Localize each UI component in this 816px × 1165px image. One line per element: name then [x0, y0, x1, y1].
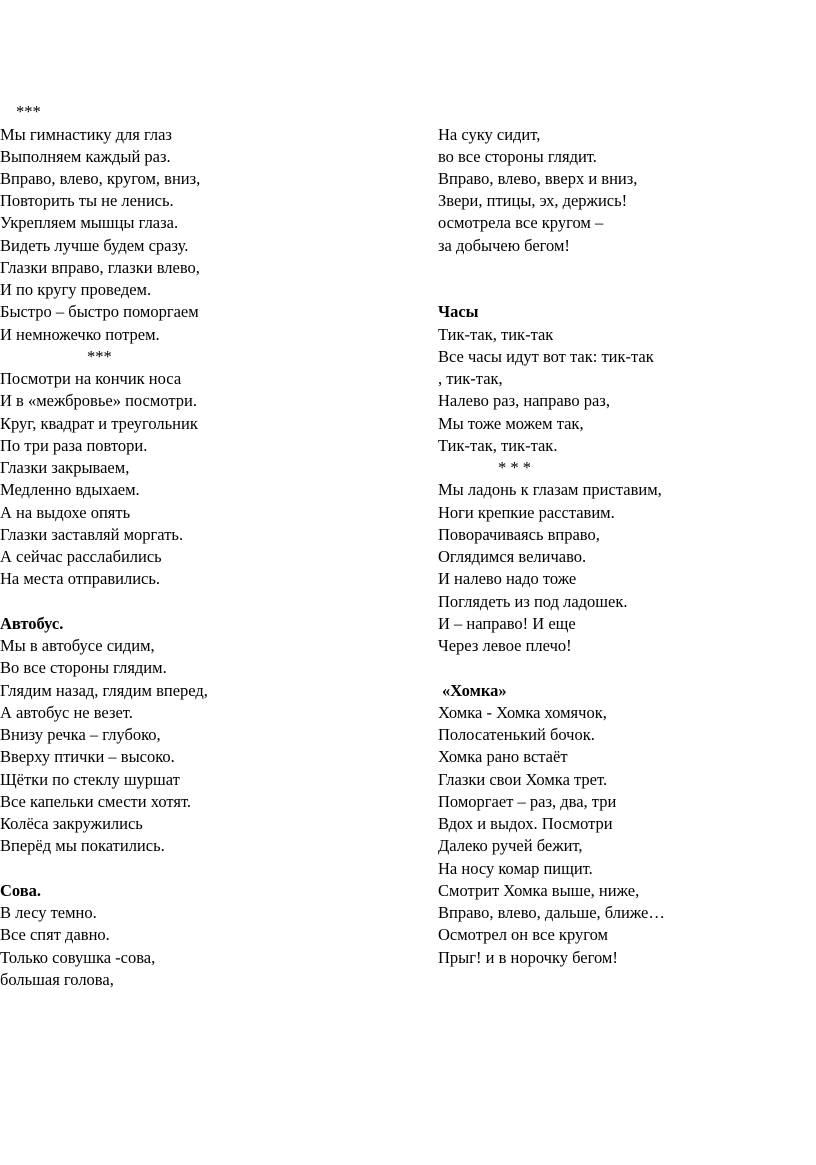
poem-line: Поворачиваясь вправо,	[438, 525, 600, 544]
poem-line: Вправо, влево, дальше, ближе…	[438, 903, 665, 922]
poem-line: Полосатенький бочок.	[438, 725, 595, 744]
poem-line: А сейчас расслабились	[0, 547, 162, 566]
poem-title: «Хомка»	[442, 681, 507, 700]
poem-line: На носу комар пищит.	[438, 859, 593, 878]
poem-line: Осмотрел он все кругом	[438, 925, 608, 944]
poem-line: И немножечко потрем.	[0, 325, 160, 344]
poem-line: Посмотри на кончик носа	[0, 369, 182, 388]
poem-line: И по кругу проведем.	[0, 280, 152, 299]
poem-line: Во все стороны глядим.	[0, 658, 167, 677]
poem-line: И – направо! И еще	[438, 614, 576, 633]
poem-line: Вперёд мы покатились.	[0, 836, 165, 855]
poem-line: за добычею бегом!	[438, 236, 570, 255]
poem-line: Прыг! и в норочку бегом!	[438, 948, 618, 967]
poem-line: Медленно вдыхаем.	[0, 480, 140, 499]
poem-line: Мы ладонь к глазам приставим,	[438, 480, 662, 499]
poem-line: Далеко ручей бежит,	[438, 836, 583, 855]
poem-line: Глазки вправо, глазки влево,	[0, 258, 200, 277]
poem-line: Все капельки смести хотят.	[0, 792, 192, 811]
poem-line: Звери, птицы, эх, держись!	[438, 191, 628, 210]
poem-line: Тик-так, тик-так	[438, 325, 554, 344]
poem-line: осмотрела все кругом –	[438, 213, 604, 232]
poem-line: В лесу темно.	[0, 903, 97, 922]
poem-line: Вправо, влево, кругом, вниз,	[0, 169, 201, 188]
poem-line: Глядим назад, глядим вперед,	[0, 681, 208, 700]
poem-line: А автобус не везет.	[0, 703, 133, 722]
poem-line: Тик-так, тик-так.	[438, 436, 558, 455]
poem-line: Круг, квадрат и треугольник	[0, 414, 198, 433]
poem-line: Только совушка -сова,	[0, 948, 156, 967]
poem-line: Укрепляем мышцы глаза.	[0, 213, 179, 232]
poem-line: Быстро – быстро поморгаем	[0, 302, 199, 321]
poem-line: Вверху птички – высоко.	[0, 747, 175, 766]
poem-line: Поглядеть из под ладошек.	[438, 592, 628, 611]
poem-line: Колёса закружились	[0, 814, 143, 833]
poem-title: Часы	[438, 302, 479, 321]
poem-line: Глазки закрываем,	[0, 458, 130, 477]
poem-line: ***	[87, 347, 112, 366]
poem-line: Повторить ты не ленись.	[0, 191, 174, 210]
poem-line: Хомка - Хомка хомячок,	[438, 703, 607, 722]
poem-line: По три раза повтори.	[0, 436, 148, 455]
poem-line: На суку сидит,	[438, 125, 541, 144]
poem-line: Налево раз, направо раз,	[438, 391, 610, 410]
poem-line: во все стороны глядит.	[438, 147, 597, 166]
poem-line: Щётки по стеклу шуршат	[0, 770, 180, 789]
poem-line: Глазки свои Хомка трет.	[438, 770, 608, 789]
poem-line: , тик-так,	[438, 369, 503, 388]
poem-title: Сова.	[0, 881, 42, 900]
poem-line: Через левое плечо!	[438, 636, 572, 655]
poem-line: Внизу речка – глубоко,	[0, 725, 161, 744]
poem-line: большая голова,	[0, 970, 114, 989]
poem-line: Вдох и выдох. Посмотри	[438, 814, 613, 833]
poem-line: И налево надо тоже	[438, 569, 577, 588]
poem-line: Видеть лучше будем сразу.	[0, 236, 189, 255]
poem-line: Оглядимся величаво.	[438, 547, 587, 566]
poem-line: Все часы идут вот так: тик-так	[438, 347, 654, 366]
poem-title: Автобус.	[0, 614, 64, 633]
poem-line: Хомка рано встаёт	[438, 747, 568, 766]
poem-line: ***	[16, 102, 41, 121]
poem-line: Поморгает – раз, два, три	[438, 792, 617, 811]
poem-line: И в «межбровье» посмотри.	[0, 391, 197, 410]
poem-line: Мы в автобусе сидим,	[0, 636, 155, 655]
poem-line: * * *	[498, 458, 531, 477]
poem-line: Все спят давно.	[0, 925, 110, 944]
poem-line: Выполняем каждый раз.	[0, 147, 171, 166]
poem-line: Мы гимнастику для глаз	[0, 125, 172, 144]
poem-line: Глазки заставляй моргать.	[0, 525, 184, 544]
poem-line: На места отправились.	[0, 569, 161, 588]
poem-line: Ноги крепкие расставим.	[438, 503, 615, 522]
poem-line: Мы тоже можем так,	[438, 414, 584, 433]
poem-line: А на выдохе опять	[0, 503, 131, 522]
poem-line: Вправо, влево, вверх и вниз,	[438, 169, 638, 188]
poem-line: Смотрит Хомка выше, ниже,	[438, 881, 640, 900]
